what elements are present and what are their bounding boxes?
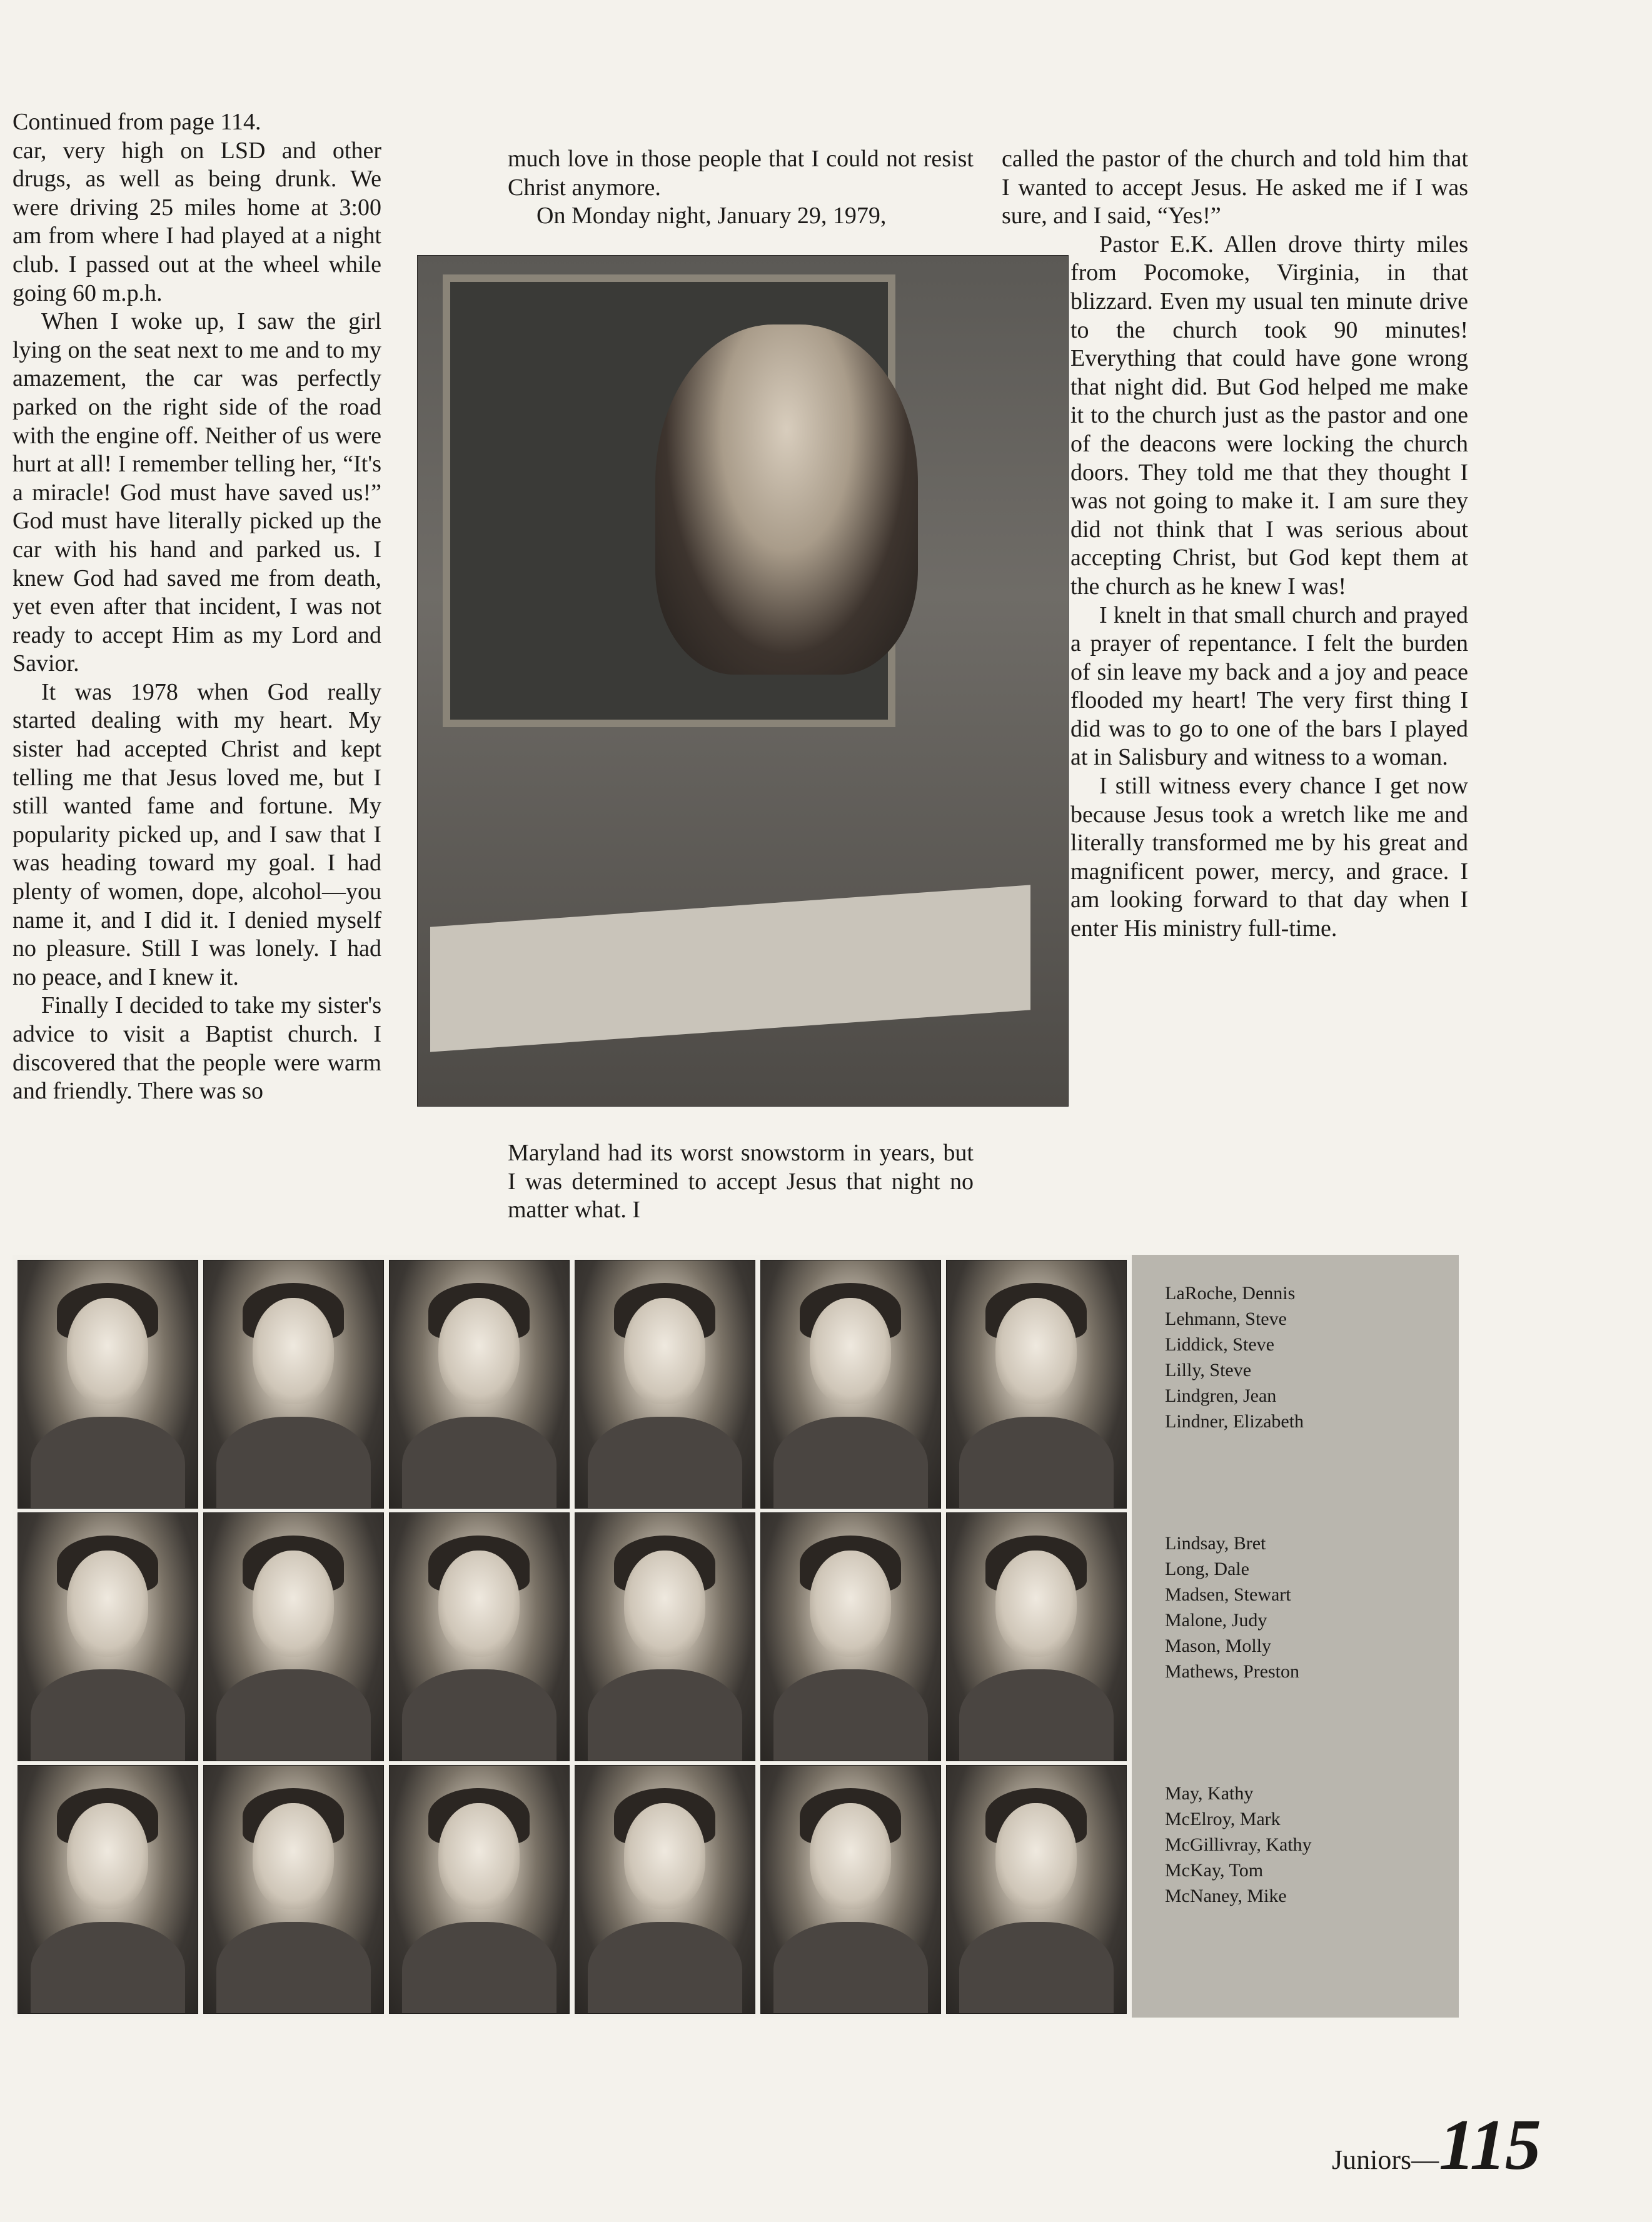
student-name: McElroy, Mark [1165, 1809, 1281, 1829]
portrait-photo [18, 1260, 198, 1509]
portrait-photo [203, 1260, 384, 1509]
name-list-row-2 [1165, 1531, 1299, 1684]
article-column-3 [1002, 145, 1468, 943]
portrait-grid [13, 1255, 1132, 2018]
student-name: Mathews, Preston [1165, 1661, 1299, 1682]
article-paragraph: car, very high on LSD and other drugs, as well as being drunk. We were driving 25 miles home at 3:00 am from where I had played at a night club. I passed out at the wheel while going 60 m.p.h. [13, 137, 381, 306]
teacher-photo [417, 255, 1069, 1107]
portrait-photo [760, 1512, 941, 1761]
article-column-2-top [508, 145, 974, 231]
article-paragraph: I still witness every chance I get now because Jesus took a wretch like me and literally transformed me by his great and magnificent power, mercy, and grace. I am looking forward to that day when I enter His ministry full-time. [1070, 773, 1468, 942]
article-column-2-bottom [508, 1139, 974, 1225]
article-column-1 [13, 108, 381, 1106]
article-paragraph: On Monday night, January 29, 1979, [536, 203, 887, 229]
article-paragraph: called the pastor of the church and told him that I wanted to accept Jesus. He asked me if I was sure, and I said, “Yes!” [1002, 146, 1468, 229]
portrait-photo [760, 1765, 941, 2014]
portrait-photo [946, 1765, 1127, 2014]
student-name: Mason, Molly [1165, 1636, 1272, 1656]
student-name: Malone, Judy [1165, 1610, 1267, 1631]
name-list-row-1 [1165, 1280, 1304, 1434]
article-paragraph: much love in those people that I could not resist Christ anymore. [508, 146, 974, 201]
continued-note: Continued from page 114. [13, 109, 261, 135]
portrait-photo [389, 1512, 570, 1761]
student-name: Liddick, Steve [1165, 1334, 1274, 1355]
article-paragraph: It was 1978 when God really started dealing with my heart. My sister had accepted Christ and kept telling me that Jesus loved me, but I still wanted fame and fortune. My popularity picked up, and I saw that I was heading toward my goal. I had plenty of women, dope, alcohol—you name it, and I did it. I denied myself no pleasure. Still I was lonely. I had no peace, and I knew it. [13, 678, 381, 990]
page-number: 115 [1439, 2105, 1540, 2185]
portrait-photo [389, 1765, 570, 2014]
student-name: McKay, Tom [1165, 1860, 1264, 1881]
section-label: Juniors— [1332, 2144, 1439, 2175]
student-name: Lindner, Elizabeth [1165, 1411, 1304, 1432]
portrait-photo [946, 1260, 1127, 1509]
article-paragraph: Maryland had its worst snowstorm in years, but I was determined to accept Jesus that night no matter what. I [508, 1140, 974, 1224]
portrait-photo [203, 1765, 384, 2014]
student-name: McNaney, Mike [1165, 1886, 1287, 1906]
student-name: May, Kathy [1165, 1783, 1254, 1804]
student-name: Long, Dale [1165, 1559, 1249, 1579]
student-name: McGillivray, Kathy [1165, 1834, 1312, 1855]
portrait-photo [946, 1512, 1127, 1761]
student-name: Madsen, Stewart [1165, 1584, 1291, 1605]
student-name: Lilly, Steve [1165, 1360, 1252, 1380]
portrait-photo [389, 1260, 570, 1509]
portrait-photo [575, 1765, 755, 2014]
desk [430, 885, 1030, 1052]
teacher-figure [655, 324, 918, 675]
student-name: Lindsay, Bret [1165, 1533, 1266, 1554]
article-paragraph: Pastor E.K. Allen drove thirty miles from Pocomoke, Virginia, in that blizzard. Even my usual ten minute drive to the church took 90 minutes! Everything that could have gone wrong that night did. But God helped me make it to the church just as the pastor and one of the deacons were locking the church doors. They told me that they thought I was not going to make it. I am sure they did not think that I was serious about accepting Christ, but God kept them at the church as he knew I was! [1070, 231, 1468, 600]
portrait-photo [203, 1512, 384, 1761]
portrait-photo [18, 1765, 198, 2014]
portrait-photo [760, 1260, 941, 1509]
portrait-photo [18, 1512, 198, 1761]
article-paragraph: When I woke up, I saw the girl lying on the seat next to me and to my amazement, the car was perfectly parked on the right side of the road with the engine off. Neither of us were hurt at all! I remember telling her, “It's a miracle! God must have saved us!” God must have literally picked up the car with his hand and parked us. I knew God had saved me from death, yet even after that incident, I was not ready to accept Him as my Lord and Savior. [13, 308, 381, 677]
student-name: LaRoche, Dennis [1165, 1283, 1296, 1304]
student-name: Lehmann, Steve [1165, 1309, 1287, 1329]
portrait-photo [575, 1512, 755, 1761]
portrait-photo [575, 1260, 755, 1509]
student-name: Lindgren, Jean [1165, 1385, 1277, 1406]
article-paragraph: I knelt in that small church and prayed a prayer of repentance. I felt the burden of sin leave my back and a joy and peace flooded my heart! The very first thing I did was to go to one of the bars I played at in Salisbury and witness to a woman. [1070, 601, 1468, 771]
article-paragraph: Finally I decided to take my sister's advice to visit a Baptist church. I discovered that the people were warm and friendly. There was so [13, 992, 381, 1105]
name-list-row-3 [1165, 1781, 1312, 1909]
page-footer [1332, 2104, 1540, 2187]
